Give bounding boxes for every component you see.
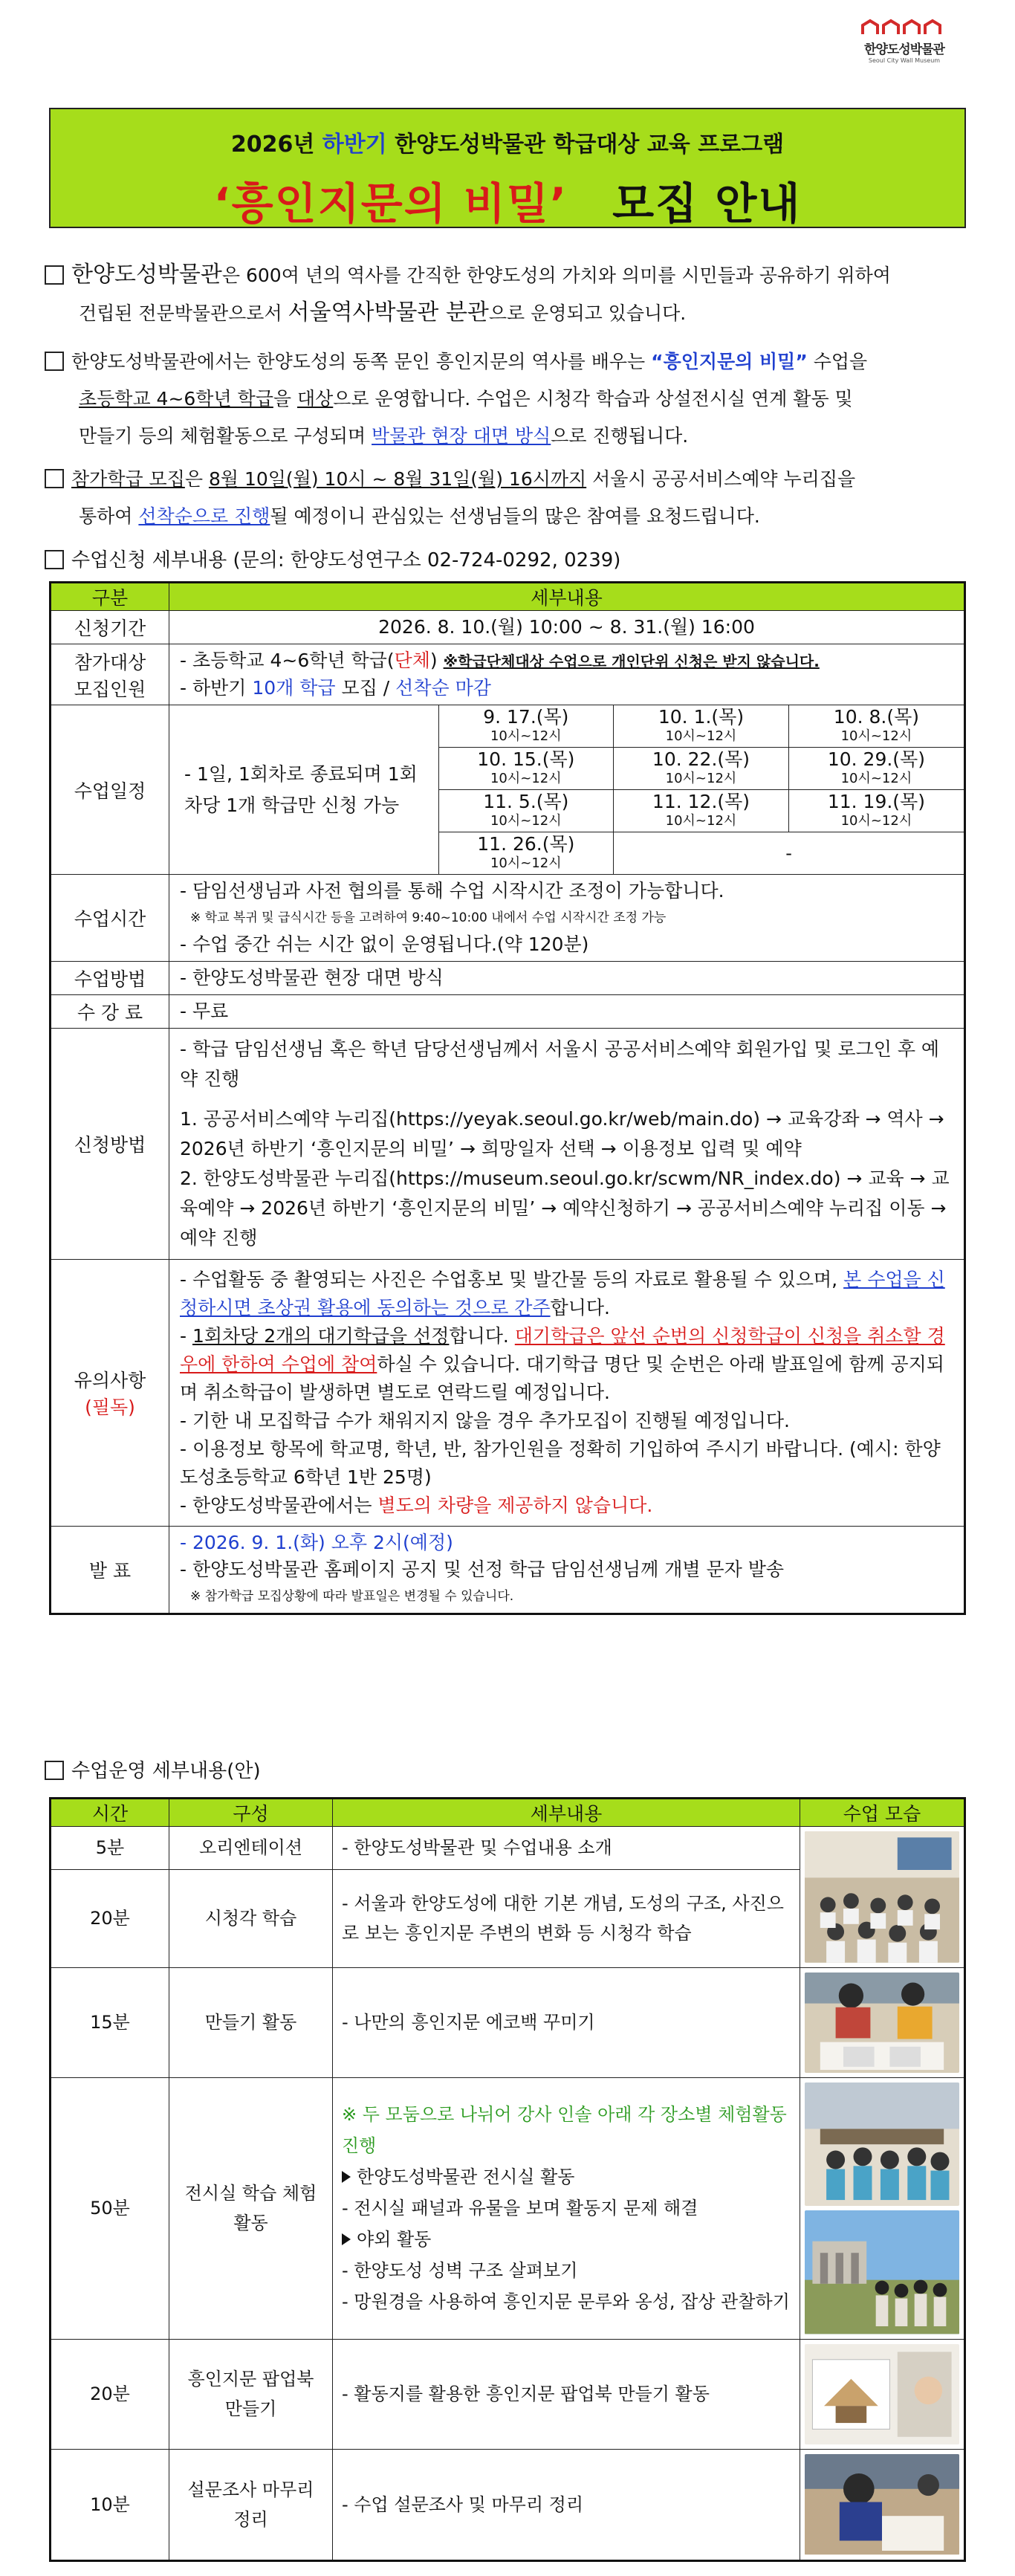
photo-cell [800,2339,965,2449]
fee-value: - 무료 [169,995,965,1029]
museum-logo [849,16,960,64]
row-comp: 설문조사 마무리 정리 [169,2449,333,2560]
photo-cell [800,2449,965,2560]
checkbox-bullet-icon [45,1761,64,1780]
row-time: 10분 [51,2449,169,2560]
photo-cell [800,1827,965,1968]
table-row [51,875,965,962]
checkbox-bullet-icon [45,265,64,285]
row-detail: - 나만의 흥인지문 에코백 꾸미기 [333,1967,800,2077]
row-time: 50분 [51,2077,169,2339]
popup-book-photo [805,2344,959,2444]
row-label-method: 수업방법 [51,962,169,995]
col-header-comp: 구성 [169,1799,333,1827]
apply-details-table [49,581,966,1615]
outdoor-photo [805,2210,959,2334]
row-detail: - 한양도성박물관 및 수업내용 소개 [333,1827,800,1870]
row-comp: 전시실 학습 체험활동 [169,2077,333,2339]
schedule-slot: 11. 26.(목) 10시~12시 [438,832,614,875]
schedule-slot: 11. 5.(목) 10시~12시 [438,790,614,832]
row-detail: - 수업 설문조사 및 마무리 정리 [333,2449,800,2560]
table-row [51,644,965,705]
operation-details-table [49,1797,966,2562]
schedule-empty: - [614,832,964,875]
row-comp: 오리엔테이션 [169,1827,333,1870]
classroom-photo [805,1831,959,1963]
page-title: ‘흥인지문의 비밀’ 모집 안내 [213,178,802,229]
col-header-detail: 세부내용 [169,583,965,611]
title-subtitle: 2026년 하반기 한양도성박물관 학급대상 교육 프로그램 [230,132,785,158]
col-header-detail: 세부내용 [333,1799,800,1827]
col-header-photo: 수업 모습 [800,1799,965,1827]
schedule-slot: 10. 8.(목) 10시~12시 [788,705,964,748]
schedule-slot: 10. 15.(목) 10시~12시 [438,748,614,790]
table-header-row [51,583,965,611]
logo-name-en: Seoul City Wall Museum [868,57,941,64]
survey-photo [805,2454,959,2554]
row-time: 5분 [51,1827,169,1870]
table-row [51,1827,965,1870]
photo-cell [800,2077,965,2339]
checkbox-bullet-icon [45,469,64,488]
triangle-bullet-icon [342,2171,351,2183]
intro-paragraph-3: 참가학급 모집은 8월 10일(월) 10시 ~ 8월 31일(월) 16시까지 서울시 공공서비스예약 누리집을 통하여 선착순으로 진행될 예정이니 관심있는 선생님들의 많은 참여를 요청드립니다. [45,461,973,535]
row-label-caution: 유의사항 (필독) [51,1260,169,1527]
checkbox-bullet-icon [45,550,64,569]
table-row [51,611,965,644]
row-label-target: 참가대상 모집인원 [51,644,169,705]
schedule-grid [169,705,964,874]
table-row [51,1527,965,1614]
schedule-slot: 10. 22.(목) 10시~12시 [614,748,789,790]
row-label-apply: 신청방법 [51,1029,169,1260]
announce-value: - 2026. 9. 1.(화) 오후 2시(예정) - 한양도성박물관 홈페이지 공지 및 선정 학급 담임선생님께 개별 문자 발송 ※ 참가학급 모집상황에 따라 발표일은 변경될 수 있습니다. [169,1527,965,1614]
schedule-cell [169,705,965,875]
table-row [51,1029,965,1260]
intro-paragraph-1: 한양도성박물관은 600여 년의 역사를 간직한 한양도성의 가치와 의미를 시민들과 공유하기 위하여 건립된 전문박물관으로서 서울역사박물관 분관으로 운영되고 있습니다. [45,256,973,332]
time-value: - 담임선생님과 사전 협의를 통해 수업 시작시간 조정이 가능합니다. ※ 학교 복귀 및 급식시간 등을 고려하여 9:40~10:00 내에서 수업 시작시간 조정 가능 - 수업 중간 쉬는 시간 없이 운영됩니다.(약 120분) [169,875,965,962]
row-detail: - 활동지를 활용한 흥인지문 팝업북 만들기 활동 [333,2339,800,2449]
apply-value: - 학급 담임선생님 혹은 학년 담당선생님께서 서울시 공공서비스예약 회원가입 및 로그인 후 예약 진행 1. 공공서비스예약 누리집(https://yeyak.seoul.go.kr/web/main.do) → 교육강좌 → 역사 → 2026년 하반기 ‘흥인지문의 비밀’ → 희망일자 선택 → 이용정보 입력 및 예약 2. 한양도성박물관 누리집(https://museum.seoul.go.kr/scwm/NR_index.do) → 교육 → 교육예약 → 2026년 하반기 ‘흥인지문의 비밀’ → 예약신청하기 → 공공서비스예약 누리집 이동 → 예약 진행 [169,1029,965,1260]
logo-name-ko: 한양도성박물관 [864,42,944,57]
table-row [51,995,965,1029]
table-header-row [51,1799,965,1827]
table-row [51,962,965,995]
city-wall-logo-icon [860,16,949,37]
checkbox-bullet-icon [45,352,64,371]
schedule-slot: 11. 19.(목) 10시~12시 [788,790,964,832]
triangle-bullet-icon [342,2233,351,2245]
photo-cell [800,1967,965,2077]
row-detail: - 서울과 한양도성에 대한 기본 개념, 도성의 구조, 사진으로 보는 흥인지문 주변의 변화 등 시청각 학습 [333,1869,800,1967]
caution-value: - 수업활동 중 촬영되는 사진은 수업홍보 및 발간물 등의 자료로 활용될 수 있으며, 본 수업을 신청하시면 초상권 활용에 동의하는 것으로 간주합니다. - 1회차당 2개의 대기학급을 선정합니다. 대기학급은 앞선 순번의 신청학급이 신청을 취소할 경우에 한하여 수업에 참여하실 수 있습니다. 대기학급 명단 및 순번은 아래 발표일에 함께 공지되며 취소학급이 발생하면 별도로 연락드릴 예정입니다. - 기한 내 모집학급 수가 채워지지 않을 경우 추가모집이 진행될 예정입니다. - 이용정보 항목에 학교명, 학년, 반, 참가인원을 정확히 기입하여 주시기 바랍니다. (예시: 한양도성초등학교 6학년 1반 25명) - 한양도성박물관에서는 별도의 차량을 제공하지 않습니다. [169,1260,965,1527]
row-time: 20분 [51,1869,169,1967]
section-heading-apply: 수업신청 세부내용 (문의: 한양도성연구소 02-724-0292, 0239) [45,545,620,572]
target-value: - 초등학교 4~6학년 학급(단체) ※학급단체대상 수업으로 개인단위 신청은 받지 않습니다. - 하반기 10개 학급 모집 / 선착순 마감 [169,644,965,705]
row-time: 20분 [51,2339,169,2449]
schedule-desc: - 1일, 1회차로 종료되며 1회차당 1개 학급만 신청 가능 [169,705,438,874]
table-row [51,2449,965,2560]
row-label-period: 신청기간 [51,611,169,644]
schedule-slot: 10. 1.(목) 10시~12시 [614,705,789,748]
row-label-announce: 발 표 [51,1527,169,1614]
schedule-slot: 9. 17.(목) 10시~12시 [438,705,614,748]
method-value: - 한양도성박물관 현장 대면 방식 [169,962,965,995]
row-comp: 흥인지문 팝업북 만들기 [169,2339,333,2449]
intro-paragraph-2: 한양도성박물관에서는 한양도성의 동쪽 문인 흥인지문의 역사를 배우는 “흥인지문의 비밀” 수업을 초등학교 4~6학년 학급을 대상으로 운영합니다. 수업은 시청각 학습과 상설전시실 연계 활동 및 만들기 등의 체험활동으로 구성되며 박물관 현장 대면 방식으로 진행됩니다. [45,343,973,455]
row-label-schedule: 수업일정 [51,705,169,875]
table-row [51,1260,965,1527]
table-row [51,2339,965,2449]
schedule-slot: 10. 29.(목) 10시~12시 [788,748,964,790]
row-time: 15분 [51,1967,169,2077]
exhibition-photo [805,2083,959,2206]
row-label-time: 수업시간 [51,875,169,962]
craft-activity-photo [805,1973,959,2073]
section-heading-operation: 수업운영 세부내용(안) [45,1755,261,1783]
col-header-label: 구분 [51,583,169,611]
table-row [51,2077,965,2339]
table-row [51,1967,965,2077]
row-comp: 시청각 학습 [169,1869,333,1967]
row-detail: ※ 두 모둠으로 나뉘어 강사 인솔 아래 각 장소별 체험활동 진행 한양도성박물관 전시실 활동 - 전시실 패널과 유물을 보며 활동지 문제 해결 야외 활동 - 한양도성 성벽 구조 살펴보기 - 망원경을 사용하여 흥인지문 문루와 옹성, 잡상 관찰하기 [333,2077,800,2339]
title-banner [49,108,966,228]
row-comp: 만들기 활동 [169,1967,333,2077]
row-label-fee: 수 강 료 [51,995,169,1029]
period-value: 2026. 8. 10.(월) 10:00 ~ 8. 31.(월) 16:00 [169,611,965,644]
schedule-slot: 11. 12.(목) 10시~12시 [614,790,789,832]
table-row [51,705,965,875]
col-header-time: 시간 [51,1799,169,1827]
